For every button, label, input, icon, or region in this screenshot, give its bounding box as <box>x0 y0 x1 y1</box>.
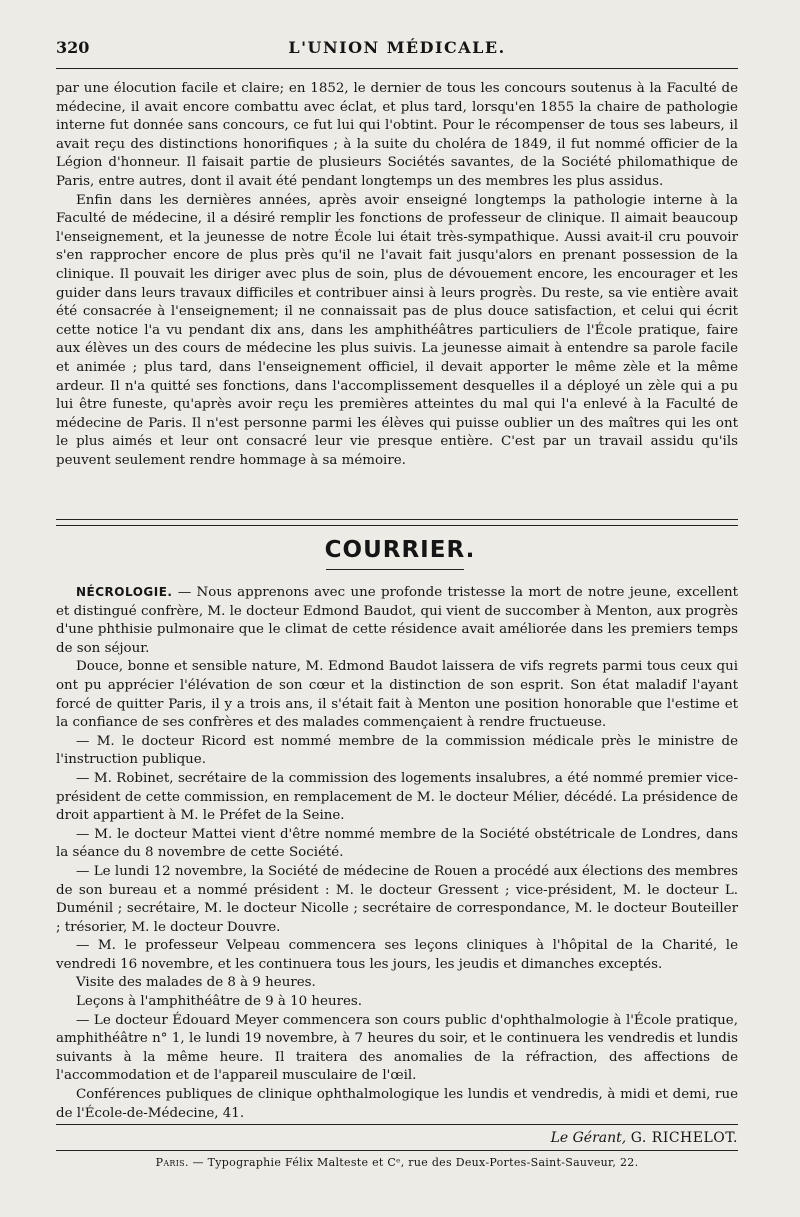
journal-title: L'UNION MÉDICALE. <box>288 38 506 57</box>
obituary-article <box>56 80 738 470</box>
article-paragraph-1: par une élocution facile et claire; en 1852, le dernier de tous les concours soutenus à la Faculté de médecine, il avait encore combattu avec éclat, et plus tard, lorsqu'en 1855 la chaire de pathologie interne fut donnée sans concours, ce fut lui qui l'obtint. Pour le récompenser de tous ses labeurs, il avait reçu des distinctions honorifiques ; à la suite du choléra de 1849, il fut nommé officier de la Légion d'honneur. Il faisait partie de plusieurs Sociétés savantes, de la Société philomathique de Paris, entre autres, dont il avait été pendant longtemps un des membres les plus assidus. <box>56 81 738 189</box>
page-number: 320 <box>56 38 90 57</box>
necrology-text: — Nous apprenons avec une profonde tristesse la mort de notre jeune, excellent et distingué confrère, M. le docteur Edmond Baudot, qui vient de succomber à Menton, aux progrès d'une phthisie pulmonaire que le climat de cette résidence avait améliorée dans les premiers temps de son séjour. <box>56 585 738 656</box>
courrier-section <box>56 583 738 1123</box>
imprint-text: — Typographie Félix Malteste et Cᵉ, rue des Deux-Portes-Saint-Sauveur, 22. <box>188 1156 639 1169</box>
footer-rule-top <box>56 1124 738 1125</box>
signature <box>551 1130 738 1146</box>
news-paragraph-3: — M. Robinet, secrétaire de la commission des logements insalubres, a été nommé premier vice-président de cette commission, en remplacement de M. le docteur Mélier, décédé. La présidence de droit appartient à M. le Préfet de la Seine. <box>56 770 738 824</box>
printer-imprint <box>56 1156 738 1169</box>
page-header <box>56 34 738 64</box>
news-paragraph-4: — M. le docteur Mattei vient d'être nommé membre de la Société obstétricale de Londres, dans la séance du 8 novembre de cette Société. <box>56 826 738 861</box>
footer-rule-bottom <box>56 1150 738 1151</box>
news-paragraph-7: Visite des malades de 8 à 9 heures. <box>76 975 316 991</box>
section-title-underline <box>326 569 464 570</box>
imprint-city: Paris. <box>155 1156 189 1169</box>
news-paragraph-6: — M. le professeur Velpeau commencera ses leçons cliniques à l'hôpital de la Charité, le vendredi 16 novembre, et les continuera tous les jours, les jeudis et dimanches exceptés. <box>56 938 738 972</box>
section-divider <box>56 519 738 526</box>
header-rule <box>56 68 738 69</box>
necrology-label: NÉCROLOGIE. <box>76 585 173 599</box>
news-paragraph-9: — Le docteur Édouard Meyer commencera son cours public d'ophthalmologie à l'École pratique, amphithéâtre n° 1, le lundi 19 novembre, à 7 heures du soir, et le continuera les vendredis et lundis suivants à la même heure. Il traitera des anomalies de la réfraction, des affections de l'accommodation et de l'appareil musculaire de l'œil. <box>56 1012 738 1084</box>
news-paragraph-1: Douce, bonne et sensible nature, M. Edmond Baudot laissera de vifs regrets parmi tous ceux qui ont pu apprécier l'élévation de son cœur et la distinction de son esprit. Son état maladif l'ayant forcé de quitter Paris, il y a trois ans, il s'était fait à Menton une position honorable que l'estime et la confiance de ses confrères et des malades commençaient à rendre fructueuse. <box>56 659 738 731</box>
news-paragraph-8: Leçons à l'amphithéâtre de 9 à 10 heures. <box>76 994 363 1010</box>
news-paragraph-10: Conférences publiques de clinique ophthalmologique les lundis et vendredis, à midi et demi, rue de l'École-de-Médecine, 41. <box>56 1087 738 1121</box>
necrology-paragraph <box>56 583 738 658</box>
news-paragraph-2: — M. le docteur Ricord est nommé membre de la commission médicale près le ministre de l'instruction publique. <box>56 733 738 768</box>
section-title: COURRIER. <box>324 537 476 563</box>
signature-name: G. RICHELOT. <box>630 1130 738 1146</box>
signature-role: Le Gérant, <box>550 1130 627 1146</box>
article-paragraph-2: Enfin dans les dernières années, après avoir enseigné longtemps la pathologie interne à la Faculté de médecine, il a désiré remplir les fonctions de professeur de clinique. Il aimait beaucoup l'enseignement, et la jeunesse de notre École lui était très-sympathique. Aussi avait-il cru pouvoir s'en rapprocher encore de plus près qu'il ne l'avait fait jusqu'alors en prenant possession de la clinique. Il pouvait les diriger avec plus de soin, plus de dévouement encore, les encourager et les guider dans leurs travaux difficiles et contribuer ainsi à leurs progrès. Du reste, sa vie entière avait été consacrée à l'enseignement; il ne connaissait pas de plus douce satisfaction, et celui qui écrit cette notice l'a vu pendant dix ans, dans les amphithéâtres particuliers de l'École pratique, faire aux élèves un des cours de médecine les plus suivis. La jeunesse aimait à entendre sa parole facile et animée ; plus tard, dans l'enseignement officiel, il devait apporter le même zèle et la même ardeur. Il n'a quitté ses fonctions, dans l'accomplissement desquelles il a déployé un zèle qui a pu lui être funeste, qu'après avoir reçu les premières atteintes du mal qui l'a enlevé à la Faculté de médecine de Paris. Il n'est personne parmi les élèves qui puisse oublier un des maîtres qui les ont le plus aimés et leur ont consacré leur vie presque entière. C'est par un travail assidu qu'ils peuvent seulement rendre hommage à sa mémoire. <box>56 192 738 468</box>
news-paragraph-5: — Le lundi 12 novembre, la Société de médecine de Rouen a procédé aux élections des membres de son bureau et a nommé président : M. le docteur Gressent ; vice-président, M. le docteur L. Duménil ; secrétaire, M. le docteur Nicolle ; secrétaire de correspondance, M. le docteur Bouteiller ; trésorier, M. le docteur Douvre. <box>56 863 738 935</box>
